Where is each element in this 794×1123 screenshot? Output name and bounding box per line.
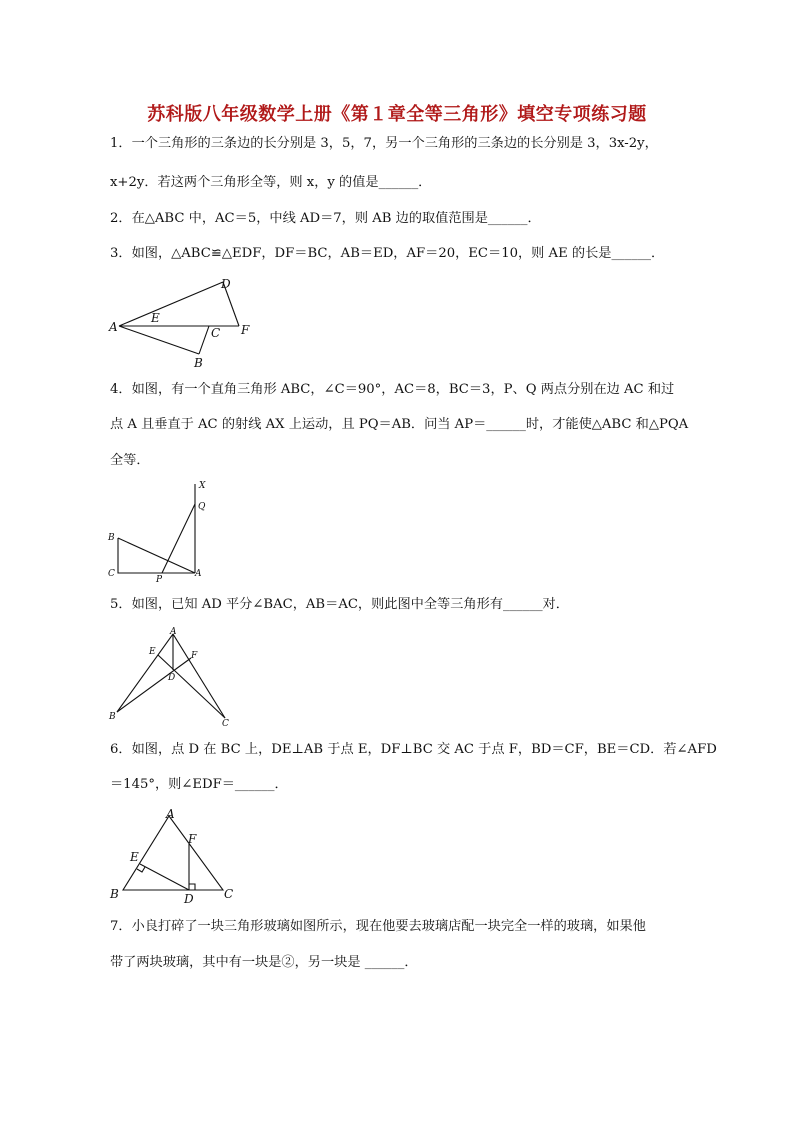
q4-label-a: A xyxy=(195,569,202,579)
q4-label-q: Q xyxy=(198,502,206,512)
q4-label-c: C xyxy=(108,569,115,579)
q6-label-c: C xyxy=(224,887,234,901)
q5-label-a: A xyxy=(170,627,177,637)
q1-line-2: x+2y．若这两个三角形全等，则 x，y 的值是______． xyxy=(110,175,432,190)
q1-line-1: 1．一个三角形的三条边的长分别是 3，5，7，另一个三角形的三条边的长分别是 3，3x-2y， xyxy=(110,136,658,151)
q3-label-e: E xyxy=(151,311,160,325)
q6-line-1: 6．如图，点 D 在 BC 上，DE⊥AB 于点 E，DF⊥BC 交 AC 于点 F，BD＝CF，BE＝CD．若∠AFD xyxy=(110,742,717,757)
q5-label-b: B xyxy=(109,712,116,722)
page-title: 苏科版八年级数学上册《第１章全等三角形》填空专项练习题 xyxy=(147,104,647,125)
q3-label-c: C xyxy=(211,326,221,340)
q6-label-d: D xyxy=(184,892,194,906)
q3-label-d: D xyxy=(221,277,231,291)
q5-segment-ab xyxy=(117,634,176,712)
q4-segment-ab xyxy=(118,538,195,573)
q4-segment-pq xyxy=(162,504,195,573)
q6-right-angle-d xyxy=(189,884,195,890)
q4-line-1: 4．如图，有一个直角三角形 ABC，∠C＝90°，AC＝8，BC＝3，P、Q 两点分别在边 AC 和过 xyxy=(110,382,675,397)
q3-figure xyxy=(105,270,265,370)
q4-label-x: X xyxy=(199,481,206,491)
q6-label-f: F xyxy=(188,832,197,846)
q5-label-f: F xyxy=(191,651,198,661)
q4-figure xyxy=(105,476,215,586)
q3-segment-ad xyxy=(119,282,223,326)
q3-label-f: F xyxy=(241,323,250,337)
q4-line-2: 点 A 且垂直于 AC 的射线 AX 上运动，且 PQ＝AB．问当 AP＝______时，才能使△ABC 和△PQA xyxy=(110,417,689,432)
q6-segment-de xyxy=(140,864,189,890)
q6-label-a: A xyxy=(166,807,175,821)
q2-line-1: 2．在△ABC 中，AC＝5，中线 AD＝7，则 AB 边的取值范围是______． xyxy=(110,211,541,226)
q6-label-e: E xyxy=(130,850,139,864)
q5-label-d: D xyxy=(168,673,176,683)
q6-label-b: B xyxy=(110,887,119,901)
q4-label-b: B xyxy=(108,533,115,543)
q5-label-c: C xyxy=(222,719,229,729)
q5-figure xyxy=(105,622,245,732)
q3-label-b: B xyxy=(194,356,203,370)
q4-label-p: P xyxy=(156,575,163,585)
q6-figure xyxy=(105,804,245,906)
q5-line-1: 5．如图，已知 AD 平分∠BAC，AB＝AC，则此图中全等三角形有______对． xyxy=(110,597,569,612)
q6-right-angle-e xyxy=(137,867,145,872)
q3-line-1: 3．如图，△ABC≌△EDF，DF＝BC，AB＝ED，AF＝20，EC＝10，则 AE 的长是______． xyxy=(110,246,665,261)
q7-line-2: 带了两块玻璃，其中有一块是②，另一块是 ______． xyxy=(110,955,418,970)
q3-segment-bc xyxy=(199,326,209,354)
q5-label-e: E xyxy=(149,647,156,657)
q3-label-a: A xyxy=(109,320,118,334)
q5-segment-bf xyxy=(117,658,191,712)
q4-line-3: 全等． xyxy=(110,453,150,468)
q7-line-1: 7．小良打碎了一块三角形玻璃如图所示，现在他要去玻璃店配一块完全一样的玻璃，如果他 xyxy=(110,919,646,934)
q6-line-2: ＝145°，则∠EDF＝______． xyxy=(110,777,288,792)
q3-segment-ab xyxy=(119,326,199,354)
